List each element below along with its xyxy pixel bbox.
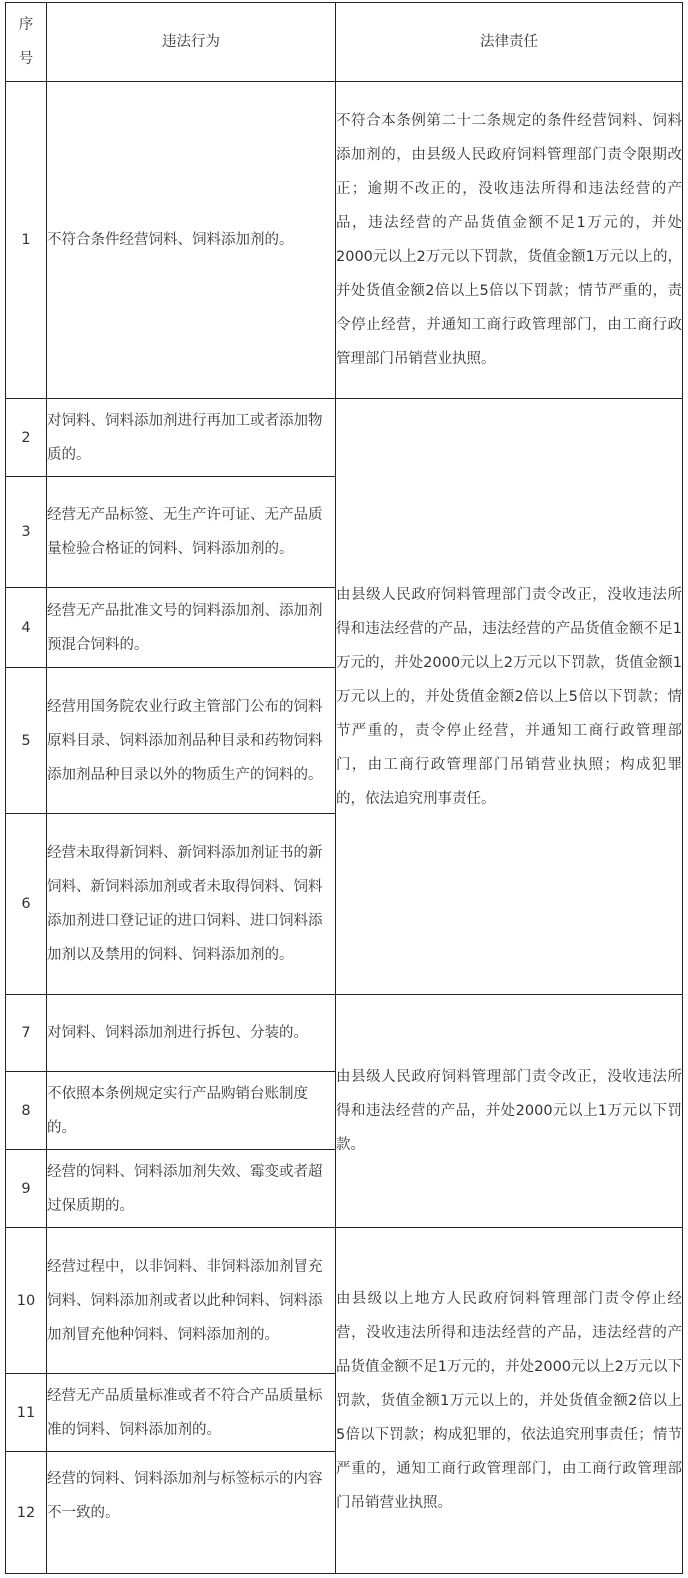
violation-cell: 不符合条件经营饲料、饲料添加剂的。: [47, 82, 336, 399]
row-number: 3: [6, 477, 47, 588]
header-number: 序号: [6, 3, 47, 82]
violation-cell: 经营的饲料、饲料添加剂失效、霉变或者超过保质期的。: [47, 1150, 336, 1228]
row-number: 9: [6, 1150, 47, 1228]
violation-cell: 经营无产品标签、无生产许可证、无产品质量检验合格证的饲料、饲料添加剂的。: [47, 477, 336, 588]
table-row: [6, 1228, 683, 1374]
liability-cell: 不符合本条例第二十二条规定的条件经营饲料、饲料添加剂的，由县级人民政府饲料管理部门责令限期改正；逾期不改正的，没收违法所得和违法经营的产品，违法经营的产品货值金额不足1万元的，并处2000元以上2万元以下罚款，货值金额1万元以上的，并处货值金额2倍以上5倍以下罚款；情节严重的，责令停止经营，并通知工商行政管理部门，由工商行政管理部门吊销营业执照。: [336, 82, 683, 399]
row-number: 11: [6, 1374, 47, 1452]
header-row: [6, 3, 683, 82]
law-table: [5, 2, 683, 1574]
row-number: 2: [6, 399, 47, 477]
violation-cell: 对饲料、饲料添加剂进行拆包、分装的。: [47, 995, 336, 1072]
table-row: [6, 995, 683, 1072]
violation-cell: 经营无产品批准文号的饲料添加剂、添加剂预混合饲料的。: [47, 588, 336, 668]
liability-cell: 由县级以上地方人民政府饲料管理部门责令停止经营，没收违法所得和违法经营的产品，违法经营的产品货值金额不足1万元的，并处2000元以上2万元以下罚款，货值金额1万元以上的，并处货值金额2倍以上5倍以下罚款；构成犯罪的，依法追究刑事责任；情节严重的，通知工商行政管理部门，由工商行政管理部门吊销营业执照。: [336, 1228, 683, 1574]
violation-cell: 经营无产品质量标准或者不符合产品质量标准的饲料、饲料添加剂的。: [47, 1374, 336, 1452]
violation-cell: 经营用国务院农业行政主管部门公布的饲料原料目录、饲料添加剂品种目录和药物饲料添加剂品种目录以外的物质生产的饲料的。: [47, 668, 336, 814]
row-number: 12: [6, 1452, 47, 1574]
violation-cell: 经营未取得新饲料、新饲料添加剂证书的新饲料、新饲料添加剂或者未取得饲料、饲料添加剂进口登记证的进口饲料、进口饲料添加剂以及禁用的饲料、饲料添加剂的。: [47, 814, 336, 995]
row-number: 6: [6, 814, 47, 995]
table-row: [6, 399, 683, 477]
header-violation: 违法行为: [47, 3, 336, 82]
violation-cell: 经营过程中，以非饲料、非饲料添加剂冒充饲料、饲料添加剂或者以此种饲料、饲料添加剂冒充他种饲料、饲料添加剂的。: [47, 1228, 336, 1374]
violation-cell: 对饲料、饲料添加剂进行再加工或者添加物质的。: [47, 399, 336, 477]
row-number: 7: [6, 995, 47, 1072]
row-number: 10: [6, 1228, 47, 1374]
table-row: [6, 82, 683, 399]
header-liability: 法律责任: [336, 3, 683, 82]
row-number: 8: [6, 1072, 47, 1150]
violation-cell: 不依照本条例规定实行产品购销台账制度的。: [47, 1072, 336, 1150]
row-number: 4: [6, 588, 47, 668]
row-number: 1: [6, 82, 47, 399]
row-number: 5: [6, 668, 47, 814]
liability-cell: 由县级人民政府饲料管理部门责令改正，没收违法所得和违法经营的产品，违法经营的产品货值金额不足1万元的，并处2000元以上2万元以下罚款，货值金额1万元以上的，并处货值金额2倍以上5倍以下罚款；情节严重的，责令停止经营，并通知工商行政管理部门，由工商行政管理部门吊销营业执照；构成犯罪的，依法追究刑事责任。: [336, 399, 683, 995]
violation-cell: 经营的饲料、饲料添加剂与标签标示的内容不一致的。: [47, 1452, 336, 1574]
liability-cell: 由县级人民政府饲料管理部门责令改正，没收违法所得和违法经营的产品，并处2000元以上1万元以下罚款。: [336, 995, 683, 1228]
